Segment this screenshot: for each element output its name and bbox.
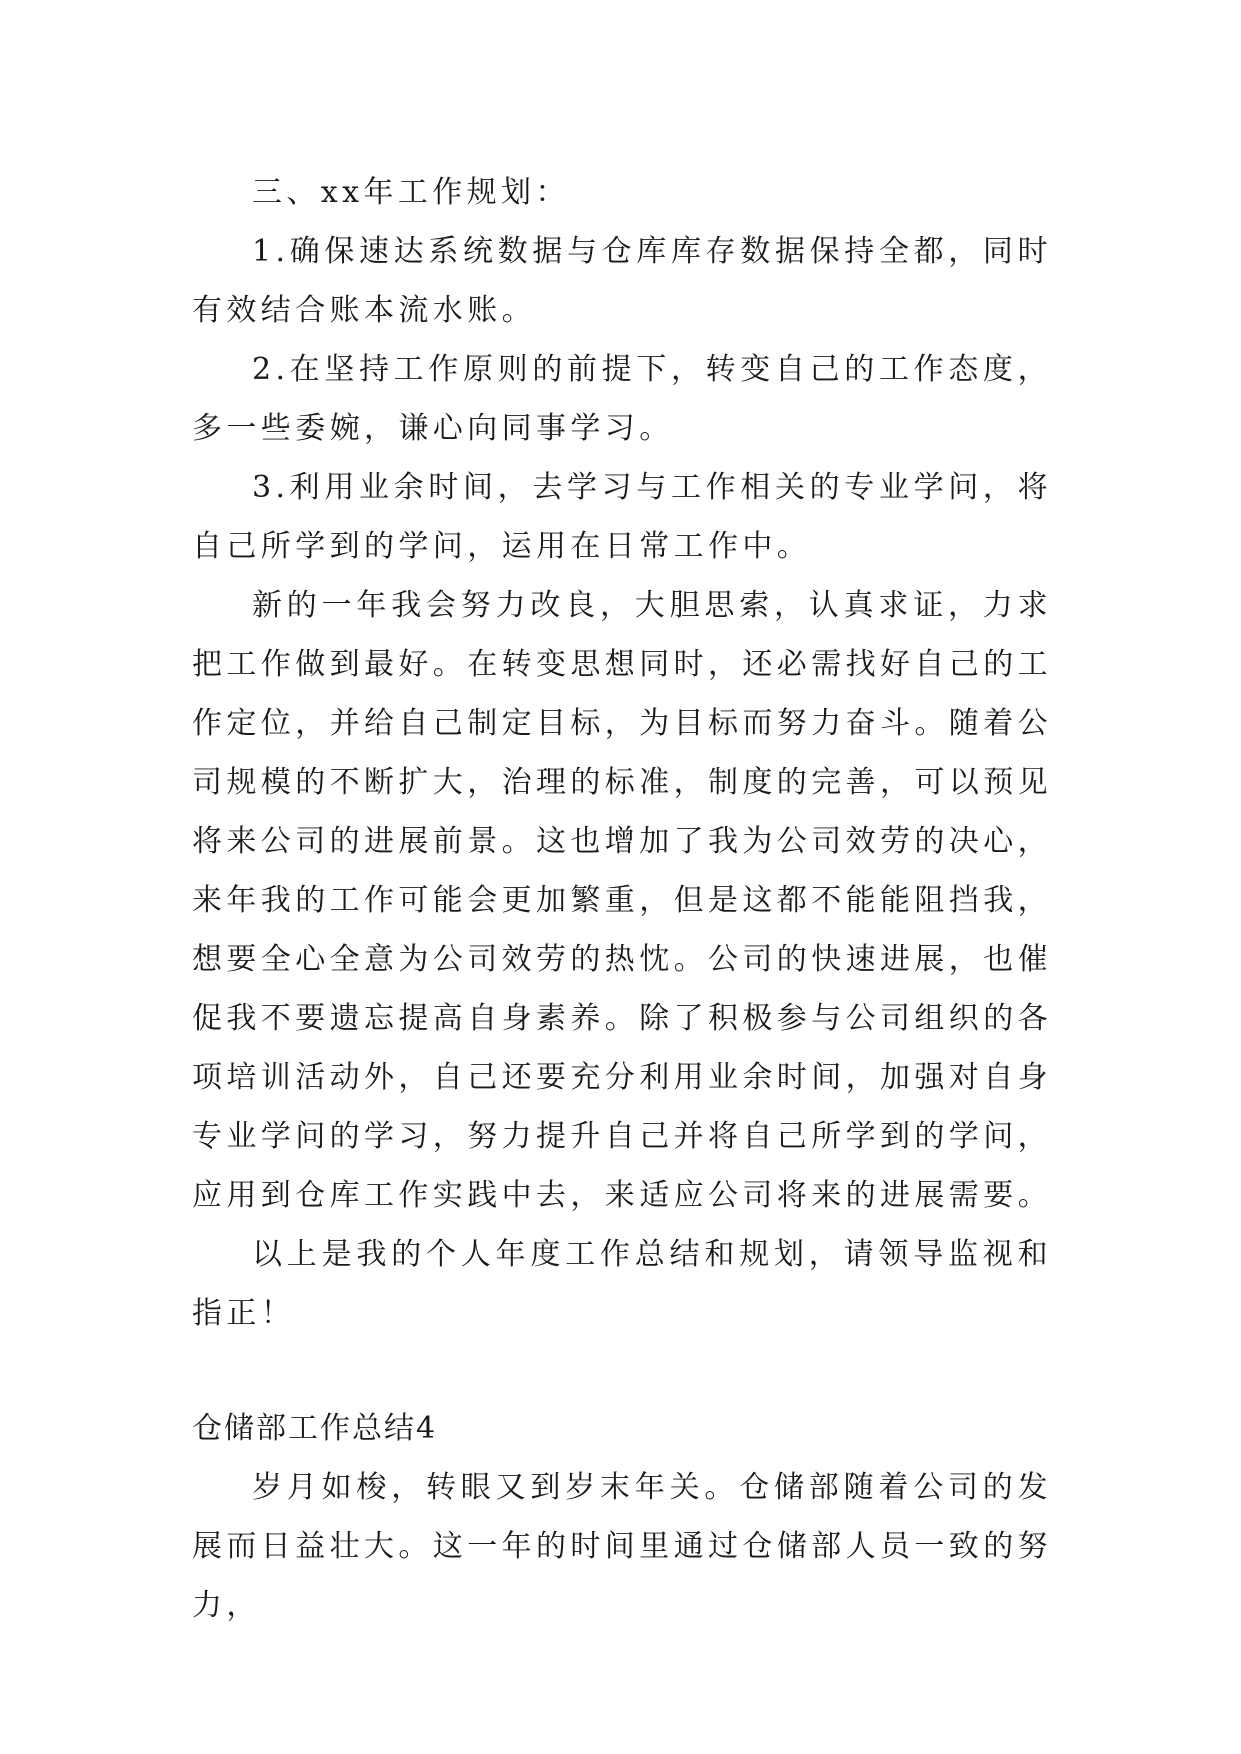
summary-title: 仓储部工作总结4 (192, 1411, 438, 1446)
plan-item-2: 2.在坚持工作原则的前提下，转变自己的工作态度，多一些委婉，谦心向同事学习。 (192, 352, 1052, 446)
section-heading-plan: 三、xx年工作规划： (252, 175, 570, 210)
body-paragraph-intro: 岁月如梭，转眼又到岁末年关。仓储部随着公司的发展而日益壮大。这一年的时间里通过仓储部人员一致的努力， (192, 1470, 1052, 1623)
document-body (192, 163, 1052, 1635)
body-paragraph-new-year: 新的一年我会努力改良，大胆思索，认真求证，力求把工作做到最好。在转变思想同时，还必需找好自己的工作定位，并给自己制定目标，为目标而努力奋斗。随着公司规模的不断扩大，治理的标准，制度的完善，可以预见将来公司的进展前景。这也增加了我为公司效劳的决心，来年我的工作可能会更加繁重，但是这都不能能阻挡我，想要全心全意为公司效劳的热忱。公司的快速进展，也催促我不要遗忘提高自身素养。除了积极参与公司组织的各项培训活动外，自己还要充分利用业余时间，加强对自身专业学问的学习，努力提升自己并将自己所学到的学问，应用到仓库工作实践中去，来适应公司将来的进展需要。 (192, 588, 1052, 1213)
closing-paragraph: 以上是我的个人年度工作总结和规划，请领导监视和指正！ (192, 1237, 1052, 1331)
plan-item-3: 3.利用业余时间，去学习与工作相关的专业学问，将自己所学到的学问，运用在日常工作中。 (192, 470, 1052, 564)
plan-item-1: 1.确保速达系统数据与仓库库存数据保持全都，同时有效结合账本流水账。 (192, 234, 1052, 328)
